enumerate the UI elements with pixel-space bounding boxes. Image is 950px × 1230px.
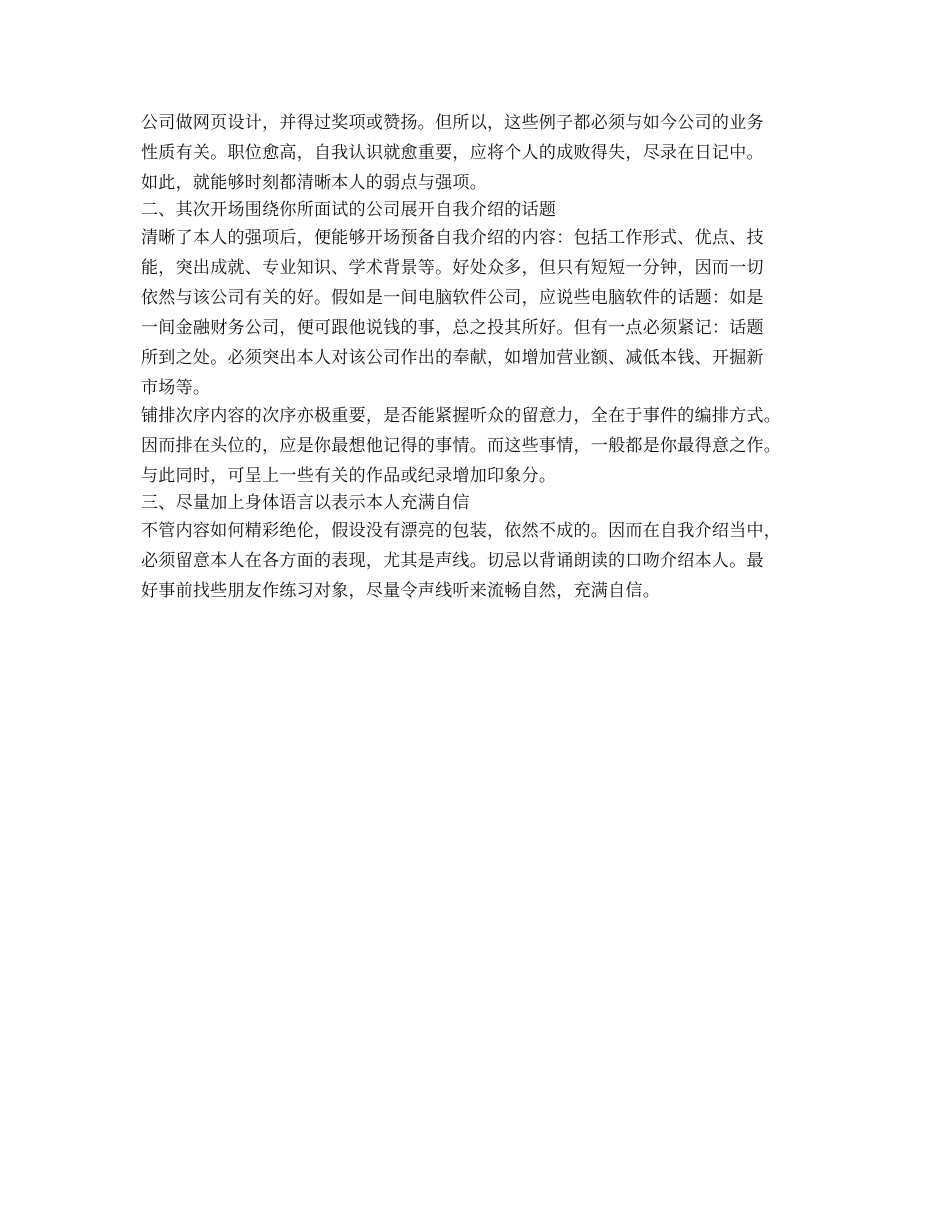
text-line: 一间金融财务公司，便可跟他说钱的事，总之投其所好。但有一点必须紧记：话题 xyxy=(141,318,764,338)
text-line: 好事前找些朋友作练习对象，尽量令声线听来流畅自然，充满自信。 xyxy=(141,581,660,601)
text-line: 依然与该公司有关的好。假如是一间电脑软件公司，应说些电脑软件的话题：如是 xyxy=(141,288,764,308)
text-line: 性质有关。职位愈高，自我认识就愈重要，应将个人的成败得失，尽录在日记中。 xyxy=(141,143,764,163)
text-line: 因而排在头位的，应是你最想他记得的事情。而这些事情，一般都是你最得意之作。 xyxy=(141,436,782,456)
text-line: 能，突出成就、专业知识、学术背景等。好处众多，但只有短短一分钟，因而一切 xyxy=(141,258,764,278)
text-line: 不管内容如何精彩绝伦，假设没有漂亮的包装，依然不成的。因而在自我介绍当中， xyxy=(141,521,782,541)
text-line: 必须留意本人在各方面的表现，尤其是声线。切忌以背诵朗读的口吻介绍本人。最 xyxy=(141,551,764,571)
section-heading: 三、尽量加上身体语言以表示本人充满自信 xyxy=(141,493,470,513)
text-line: 清晰了本人的强项后，便能够开场预备自我介绍的内容：包括工作形式、优点、技 xyxy=(141,228,764,248)
section-heading: 二、其次开场围绕你所面试的公司展开自我介绍的话题 xyxy=(141,200,557,220)
text-line: 公司做网页设计，并得过奖项或赞扬。但所以，这些例子都必须与如今公司的业务 xyxy=(141,113,764,133)
text-line: 如此，就能够时刻都清晰本人的弱点与强项。 xyxy=(141,173,487,193)
text-line: 市场等。 xyxy=(141,378,211,398)
text-line: 与此同时，可呈上一些有关的作品或纪录增加印象分。 xyxy=(141,466,557,486)
text-line: 铺排次序内容的次序亦极重要，是否能紧握听众的留意力，全在于事件的编排方式。 xyxy=(141,406,782,426)
text-line: 所到之处。必须突出本人对该公司作出的奉献，如增加营业额、减低本钱、开掘新 xyxy=(141,348,764,368)
